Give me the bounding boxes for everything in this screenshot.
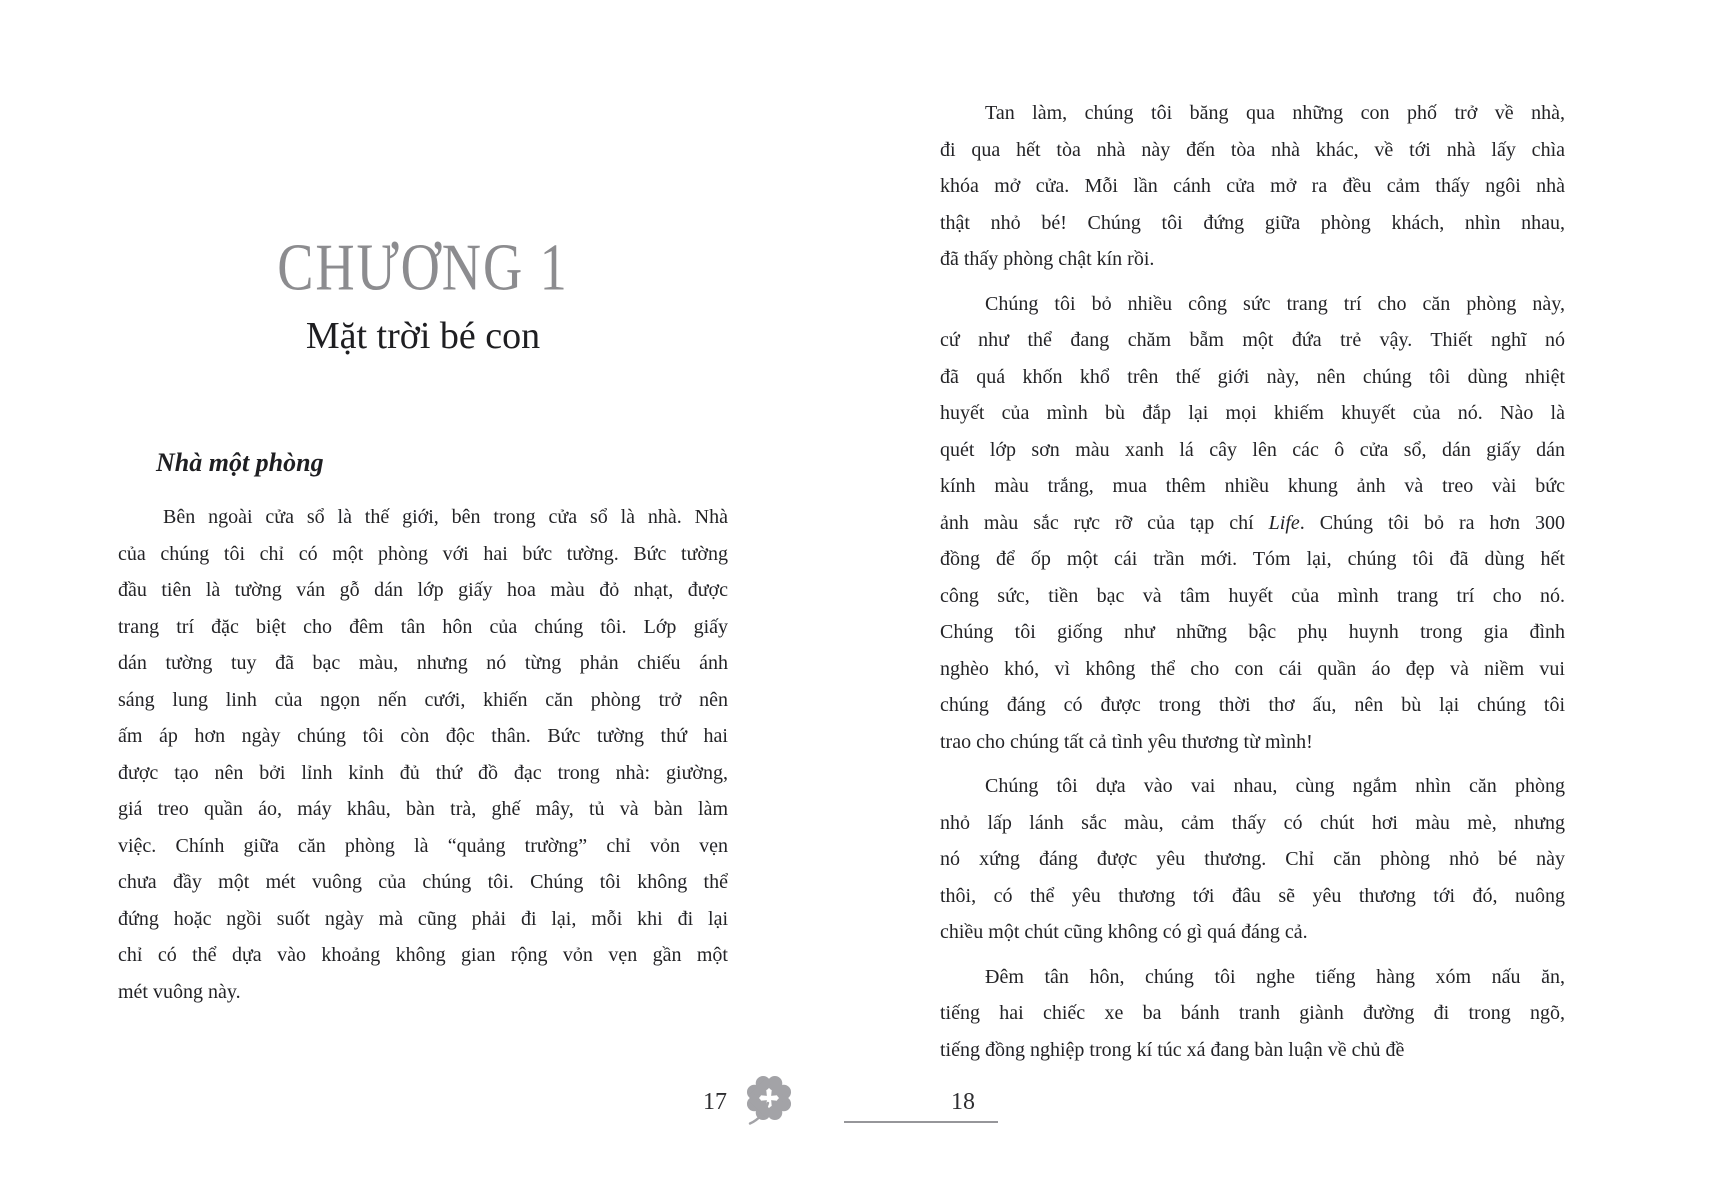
- italic-run: Life: [1268, 511, 1300, 534]
- four-leaf-clover-icon: [739, 1070, 799, 1134]
- text-line: [940, 505, 1565, 542]
- text-line: đã quá khốn khổ trên thế giới này, nên chúng tôi dùng nhiệt: [940, 365, 1565, 388]
- text-line: khóa mở cửa. Mỗi lần cánh cửa mở ra đều cảm thấy ngôi nhà: [940, 175, 1565, 197]
- text-line: dán tường tuy đã bạc màu, nhưng nó từng phản chiếu ánh: [118, 652, 728, 674]
- text-line: nghèo khó, vì không thể cho con cái quần áo đẹp và niềm vui: [940, 657, 1565, 680]
- text-line: Chúng tôi giống như những bậc phụ huynh trong gia đình: [940, 621, 1565, 643]
- text-line: trao cho chúng tất cả tình yêu thương từ mình!: [940, 730, 1313, 753]
- text-line: Bên ngoài cửa sổ là thế giới, bên trong cửa sổ là nhà. Nhà: [163, 506, 728, 528]
- text-line: nhỏ lấp lánh sắc màu, cảm thấy có chút hơi màu mè, nhưng: [940, 811, 1565, 834]
- text-line: sáng lung linh của ngọn nến cưới, khiến căn phòng trở nên: [118, 688, 728, 711]
- left-page-body: [118, 499, 728, 1010]
- paragraph: [118, 499, 728, 1010]
- text-line: chúng đáng có được trong thời thơ ấu, nên bù lại chúng tôi: [940, 694, 1565, 716]
- text-line: đầu tiên là tường ván gỗ dán lớp giấy hoa màu đỏ nhạt, được: [118, 579, 728, 601]
- text-line: trang trí đặc biệt cho đêm tân hôn của chúng tôi. Lớp giấy: [118, 615, 728, 638]
- text-line: công sức, tiền bạc và tâm huyết của mình trang trí cho nó.: [940, 584, 1565, 607]
- text-run: ảnh màu sắc rực rỡ của tạp chí: [940, 511, 1269, 534]
- paragraph: [940, 959, 1565, 1069]
- text-line: thật nhỏ bé! Chúng tôi đứng giữa phòng khách, nhìn nhau,: [940, 211, 1565, 234]
- text-line: chiều một chút cũng không có gì quá đáng cả.: [940, 921, 1308, 943]
- text-line: huyết của mình bù đắp lại mọi khiếm khuyết của nó. Nào là: [940, 402, 1565, 424]
- text-run: . Chúng tôi bỏ ra hơn 300: [1299, 511, 1565, 534]
- text-line: đồng để ốp một cái trần mới. Tóm lại, chúng tôi đã dùng hết: [940, 548, 1565, 570]
- paragraph: [940, 768, 1565, 951]
- text-line: Chúng tôi dựa vào vai nhau, cùng ngắm nhìn căn phòng: [985, 775, 1565, 797]
- section-heading: Nhà một phòng: [156, 448, 324, 477]
- text-line: tiếng đồng nghiệp trong kí túc xá đang bàn luận về chủ đề: [940, 1038, 1405, 1061]
- chapter-label: CHƯƠNG 1: [277, 230, 569, 306]
- right-page-body: [940, 95, 1565, 1068]
- right-page-number: 18: [951, 1089, 975, 1115]
- text-line: cứ như thể đang chăm bẵm một đứa trẻ vậy. Thiết nghĩ nó: [940, 329, 1565, 351]
- text-line: mét vuông này.: [118, 980, 241, 1003]
- text-line: được tạo nên bởi lỉnh kỉnh đủ thứ đồ đạc trong nhà: giường,: [118, 761, 728, 784]
- text-line: đi qua hết tòa nhà này đến tòa nhà khác, về tới nhà lấy chìa: [940, 138, 1565, 161]
- paragraph: [940, 95, 1565, 278]
- text-line: ấm áp hơn ngày chúng tôi còn độc thân. Bức tường thứ hai: [118, 725, 728, 747]
- text-line: tiếng hai chiếc xe ba bánh tranh giành đường đi trong ngõ,: [940, 1002, 1565, 1024]
- text-line: đã thấy phòng chật kín rồi.: [940, 248, 1155, 270]
- chapter-title: Mặt trời bé con: [305, 315, 541, 357]
- text-line: Đêm tân hôn, chúng tôi nghe tiếng hàng xóm nấu ăn,: [985, 965, 1565, 988]
- text-line: thôi, có thể yêu thương tới đâu sẽ yêu thương tới đó, nuông: [940, 884, 1565, 907]
- text-line: Tan làm, chúng tôi băng qua những con phố trở về nhà,: [985, 102, 1565, 124]
- paragraph: [940, 286, 1565, 761]
- text-line: chưa đầy một mét vuông của chúng tôi. Chúng tôi không thể: [118, 871, 728, 893]
- text-line: đứng hoặc ngồi suốt ngày mà cũng phải đi lại, mỗi khi đi lại: [118, 907, 728, 930]
- footer-rule: [844, 1121, 998, 1123]
- text-line: quét lớp sơn màu xanh lá cây lên các ô cửa sổ, dán giấy dán: [940, 438, 1565, 461]
- text-line: Chúng tôi bỏ nhiều công sức trang trí cho căn phòng này,: [985, 292, 1565, 315]
- text-line: kính màu trắng, mua thêm nhiều khung ảnh và treo vài bức: [940, 475, 1565, 497]
- left-page-number: 17: [703, 1089, 727, 1115]
- text-line: của chúng tôi chỉ có một phòng với hai bức tường. Bức tường: [118, 542, 728, 565]
- text-line: nó xứng đáng được yêu thương. Chỉ căn phòng nhỏ bé này: [940, 848, 1565, 870]
- text-line: chỉ có thể dựa vào khoảng không gian rộng vỏn vẹn gần một: [118, 944, 728, 966]
- text-line: giá treo quần áo, máy khâu, bàn trà, ghế mây, tủ và bàn làm: [118, 798, 728, 820]
- text-line: việc. Chính giữa căn phòng là “quảng trường” chỉ vỏn vẹn: [118, 834, 728, 857]
